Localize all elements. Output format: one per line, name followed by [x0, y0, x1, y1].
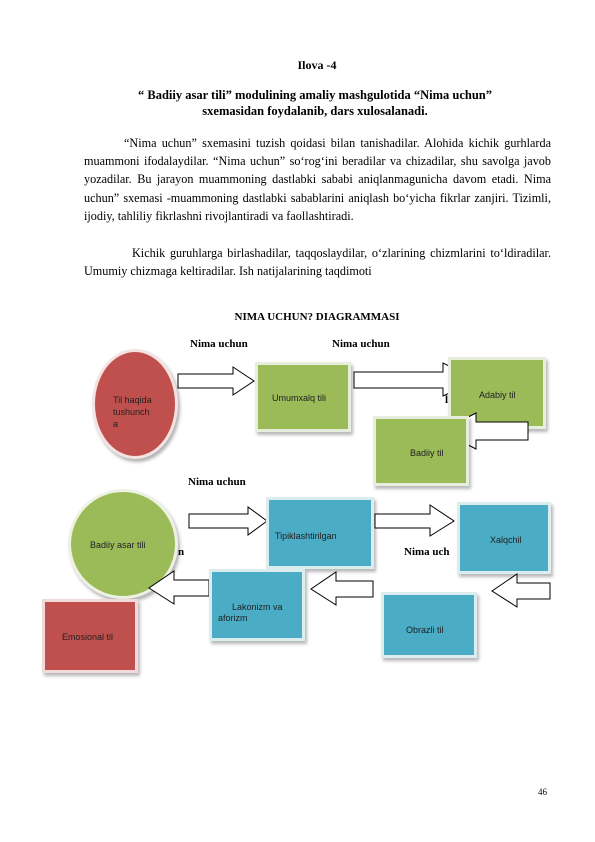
label-nima-uch: Nima uch	[404, 546, 450, 558]
label-nima-uchun-3: Nima uchun	[188, 476, 246, 488]
label-clipped-l: l	[445, 394, 449, 406]
node-obrazli-til	[381, 592, 477, 658]
node-label: Lakonizm va aforizm	[218, 602, 283, 623]
node-lakonizm-va-aforizm	[209, 569, 305, 641]
node-tipiklashtirilgan	[266, 497, 374, 569]
body-paragraph-1: “Nima uchun” sxemasini tuzish qoidasi bilan tanishadilar. Alohida kichik gurhlarda muammoni ifodalaydilar. “Nima uchun” so‘rog‘ini beradilar va chizadilar, shu savolga javob yozadilar. Bu jarayon muammoning dastlabki sababi aniqlanmagunicha davom etadi. Nima uchun” sxemasi -muammoning dastlabki sabablarini aniqlash bo‘yicha fikrlar zanjiri. Tizimli, ijodiy, tahliliy fikrlashni rivojlantiradi va faollashtiradi.	[84, 136, 551, 223]
node-label: Umumxalq tili	[272, 393, 327, 403]
page-number: 46	[538, 787, 547, 797]
node-label: Xalqchil	[490, 535, 522, 545]
node-til-haqida-tushuncha	[92, 349, 178, 459]
annex-label: Ilova -4	[297, 58, 337, 72]
node-label: Badiiy asar tili	[90, 540, 146, 550]
node-label: Tipiklashtirilgan	[275, 531, 337, 541]
arrow-left-icon	[310, 571, 376, 607]
node-label: Emosional til	[62, 632, 114, 642]
node-label: Til haqida tushunch a	[113, 395, 152, 429]
node-emosional-til	[42, 599, 138, 673]
diagram-title: NIMA UCHUN? DIAGRAMMASI	[234, 311, 400, 323]
document-title: “ Badiiy asar tili” modulining amaliy mashgulotida “Nima uchun” sxemasidan foydalanib, dars xulosalanadi.	[137, 88, 492, 118]
node-label: Badiiy til	[410, 448, 444, 458]
label-nima-uchun-2: Nima uchun	[332, 338, 390, 350]
node-label: Obrazli til	[406, 625, 444, 635]
node-umumxalq-tili	[255, 362, 351, 432]
label-nima-uchun-1: Nima uchun	[190, 338, 248, 350]
node-label: Adabiy til	[479, 390, 516, 400]
arrow-left-icon	[491, 573, 553, 609]
body-paragraph-2: Kichik guruhlarga birlashadilar, taqqoslaydilar, o‘zlarining chizmlarini to‘ldiradilar. Umumiy chizmaga keltiradilar. Ish natijalarining taqdimoti	[84, 246, 551, 279]
arrow-right-icon	[374, 504, 458, 538]
node-badiiy-til	[373, 416, 469, 486]
node-xalqchil	[457, 502, 551, 574]
arrow-left-icon	[148, 570, 212, 606]
label-clipped-n: n	[178, 546, 185, 558]
arrow-right-icon	[188, 506, 270, 536]
arrow-right-icon	[177, 366, 257, 396]
